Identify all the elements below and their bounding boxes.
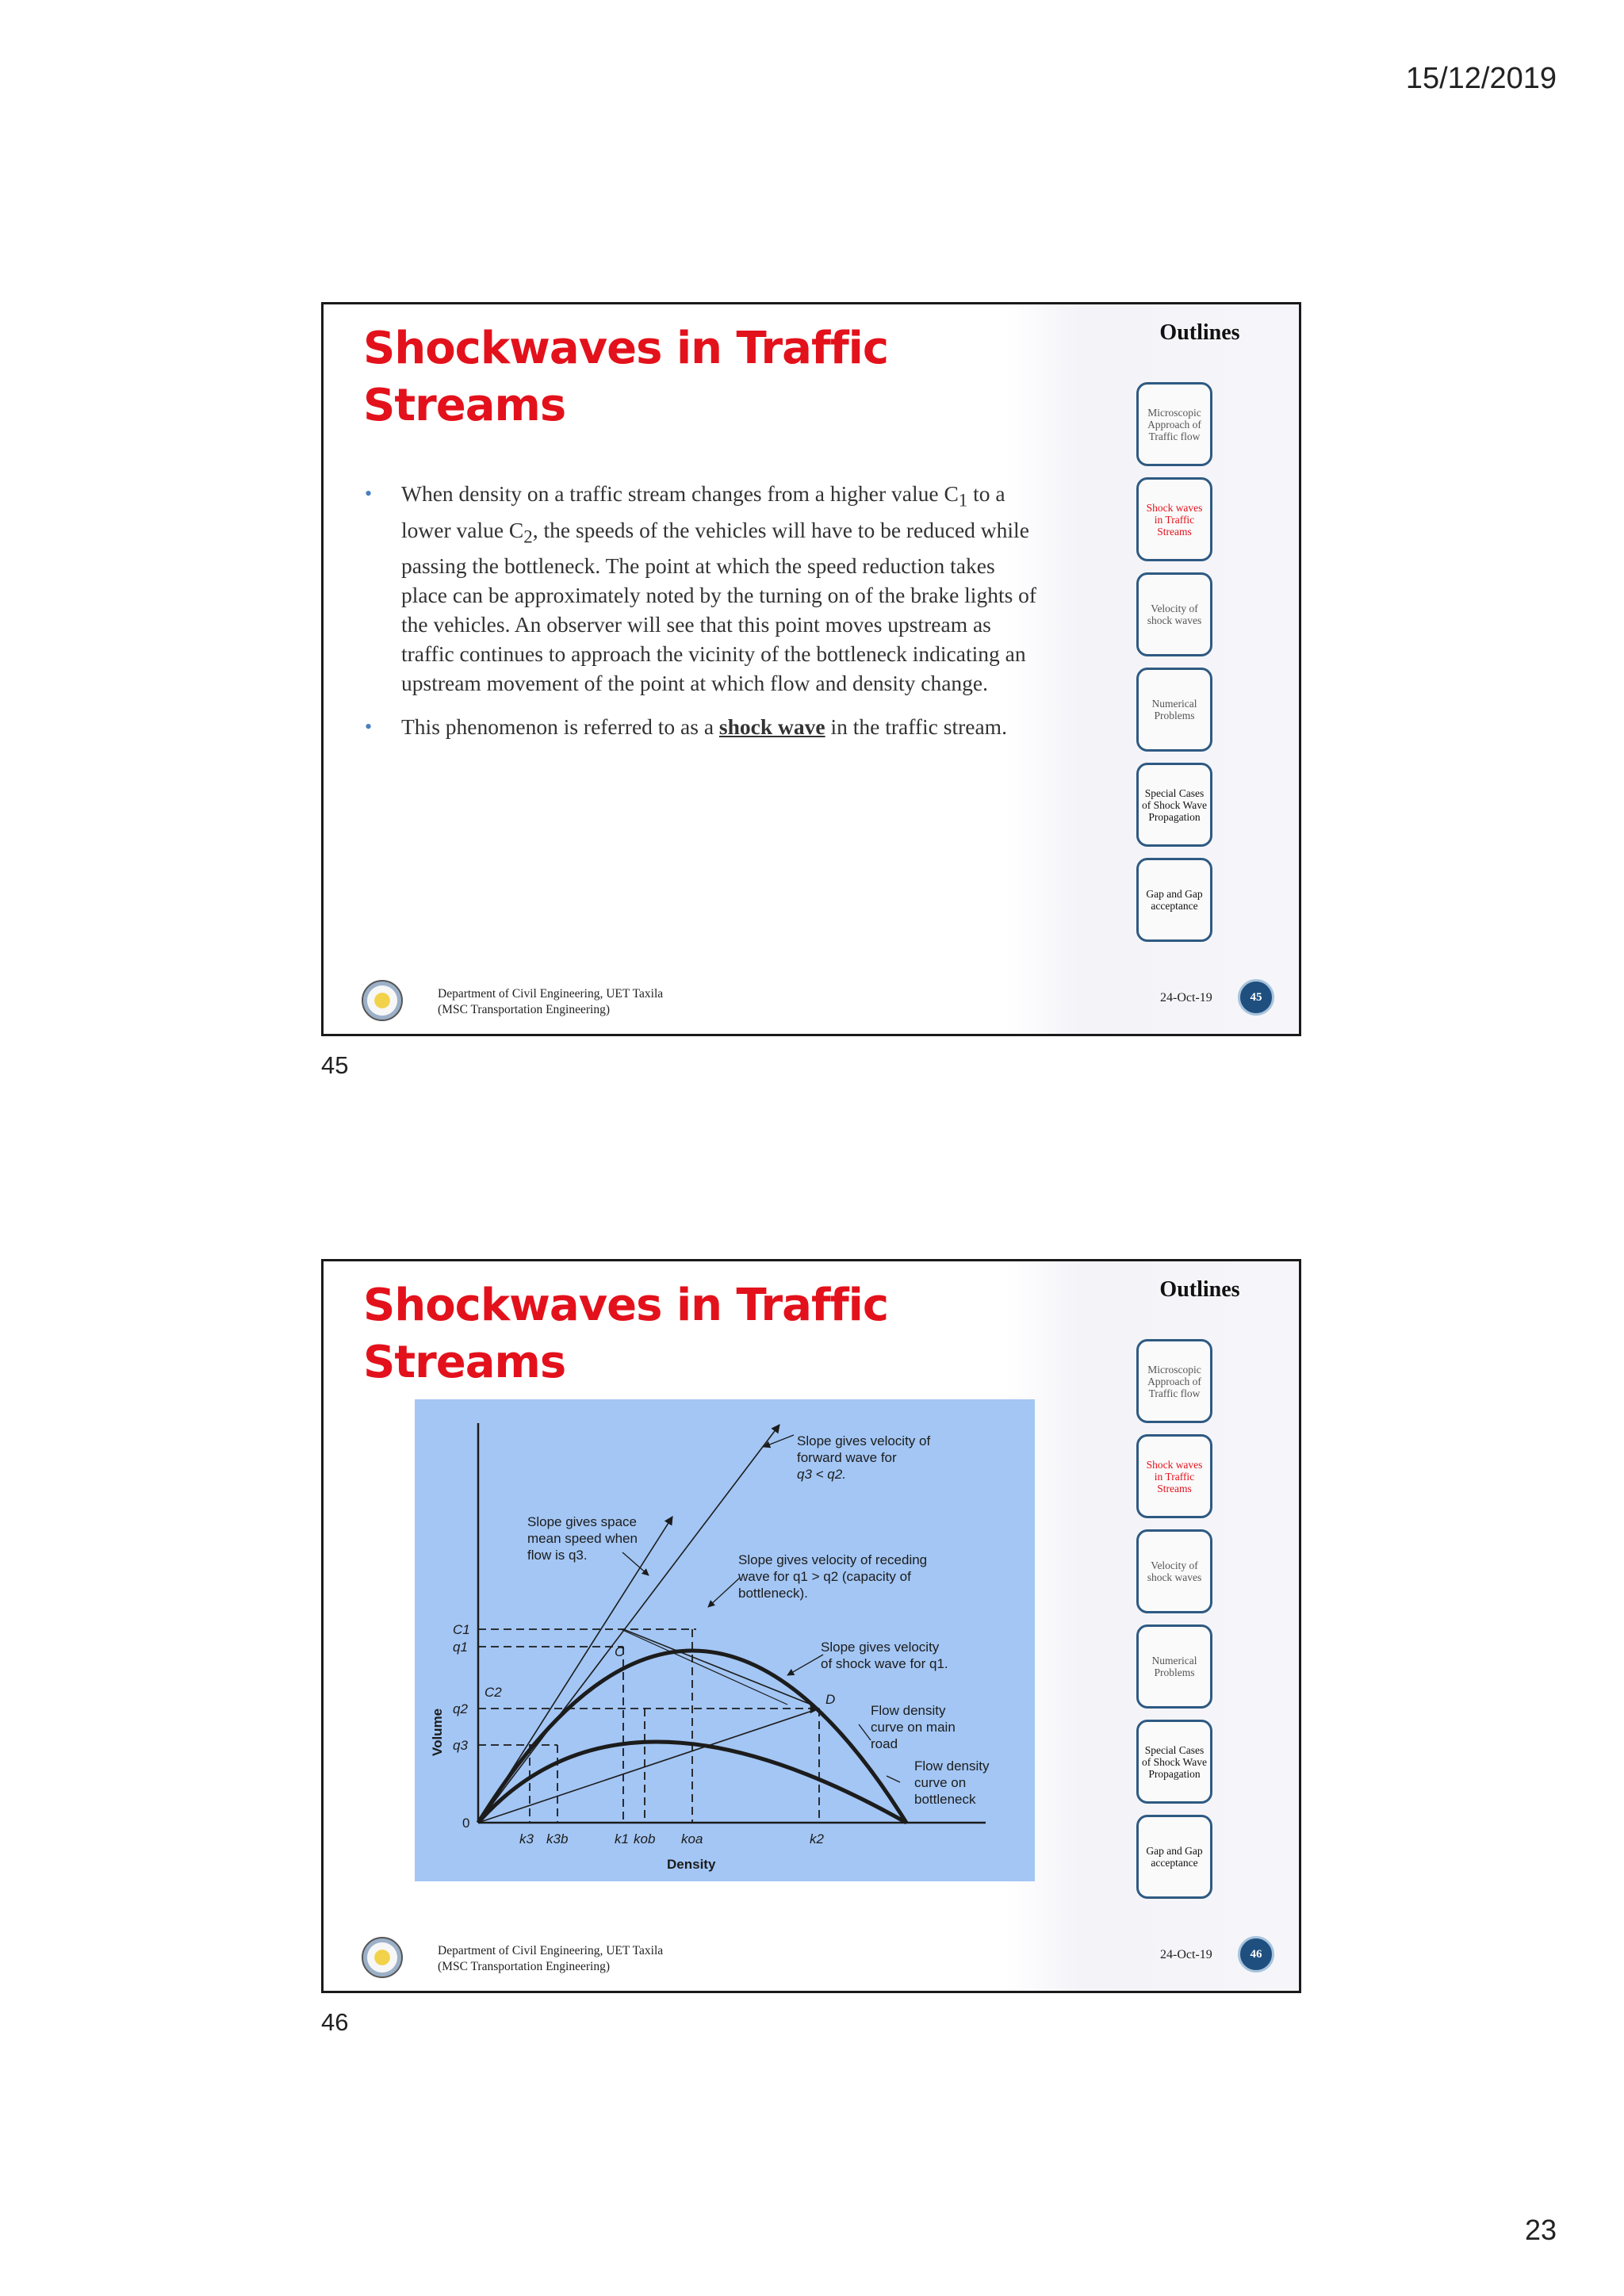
slide-title-line1: Shockwaves in Traffic — [363, 1280, 889, 1331]
bullet-item — [363, 712, 1045, 741]
x-tick-k2: k2 — [810, 1831, 824, 1846]
slide-number-badge: 45 — [1238, 979, 1274, 1016]
outline-item-label: Special Cases of Shock Wave Propagation — [1142, 1743, 1207, 1780]
footer-dept-line1: Department of Civil Engineering, UET Taxila — [438, 1944, 664, 1957]
annotation-bottleneck: Flow density curve on bottleneck — [914, 1758, 990, 1807]
bullet-item — [363, 479, 1045, 698]
x-tick-kob: kob — [634, 1831, 656, 1846]
outline-item-gap[interactable] — [1136, 858, 1212, 942]
slide-45 — [321, 302, 1301, 1036]
footer-dept-line2: (MSC Transportation Engineering) — [438, 1003, 610, 1016]
bullet-dot-icon: • — [365, 482, 373, 505]
outline-item-label: Special Cases of Shock Wave Propagation — [1142, 786, 1207, 823]
page-number: 23 — [1524, 2214, 1557, 2246]
slide-46 — [321, 1259, 1301, 1993]
y-tick-q1: q1 — [453, 1640, 468, 1655]
point-c: C — [615, 1644, 625, 1659]
annotation-main-road: Flow density curve on main road — [871, 1703, 956, 1751]
origin-label: 0 — [462, 1816, 470, 1831]
annotation-shock-wave: Slope gives velocity of shock wave for q1. — [821, 1640, 948, 1671]
outline-item-shock-waves[interactable] — [1136, 477, 1212, 561]
point-d: D — [825, 1692, 836, 1707]
footer-dept-line2: (MSC Transportation Engineering) — [438, 1960, 610, 1973]
bullet-list — [363, 479, 1045, 756]
outline-item-velocity[interactable] — [1136, 572, 1212, 656]
slide-title-line2: Streams — [363, 380, 566, 431]
outline-item-label: Microscopic Approach of Traffic flow — [1147, 406, 1201, 442]
uet-logo — [362, 980, 403, 1021]
x-axis-label: Density — [667, 1857, 716, 1872]
slide-number-badge: 46 — [1238, 1936, 1274, 1973]
outline-item-label: Velocity of shock waves — [1147, 1559, 1202, 1583]
y-tick-q3: q3 — [453, 1738, 468, 1753]
outline-item-label: Velocity of shock waves — [1147, 603, 1202, 626]
footer-department — [438, 986, 663, 1018]
outline-item-velocity[interactable] — [1136, 1529, 1212, 1613]
footer-dept-line1: Department of Civil Engineering, UET Taxila — [438, 987, 664, 1001]
slide-title-line1: Shockwaves in Traffic — [363, 323, 889, 374]
flow-density-diagram — [415, 1399, 1035, 1881]
annotation-receding-wave: Slope gives velocity of receding wave for q1 > q2 (capacity of bottleneck). — [738, 1552, 928, 1601]
slide-label-45: 45 — [321, 1051, 349, 1079]
bullet-text: to a lower value C — [401, 481, 1005, 542]
slide-title — [363, 1277, 966, 1391]
page-date: 15/12/2019 — [1405, 62, 1557, 95]
outline-item-label: Shock waves in Traffic Streams — [1146, 501, 1203, 538]
subscript: 1 — [958, 490, 968, 511]
y-axis-label: Volume — [430, 1708, 445, 1756]
annotation-forward-wave: Slope gives velocity of forward wave for q3 < q2. — [797, 1433, 931, 1482]
outline-item-label: Numerical Problems — [1151, 1655, 1197, 1678]
x-tick-k3: k3 — [519, 1831, 534, 1846]
bullet-text: When density on a traffic stream changes from a higher value C — [401, 481, 959, 506]
footer-date: 24-Oct-19 — [1160, 991, 1212, 1004]
x-tick-koa: koa — [681, 1831, 703, 1846]
bullet-text: This phenomenon is referred to as a — [401, 714, 719, 739]
footer-date: 24-Oct-19 — [1160, 1948, 1212, 1961]
outline-item-numerical[interactable] — [1136, 1624, 1212, 1709]
bullet-text: in the traffic stream. — [825, 714, 1007, 739]
annotation-space-mean-speed: Slope gives space mean speed when flow is q3. — [527, 1514, 638, 1563]
outline-heading: Outlines — [1159, 1277, 1240, 1302]
outline-item-label: Shock waves in Traffic Streams — [1146, 1458, 1203, 1494]
outline-item-shock-waves[interactable] — [1136, 1434, 1212, 1518]
outline-item-gap[interactable] — [1136, 1815, 1212, 1899]
slide-title-line2: Streams — [363, 1337, 566, 1388]
bullet-dot-icon: • — [365, 715, 373, 738]
outline-heading: Outlines — [1159, 320, 1240, 345]
outline-item-numerical[interactable] — [1136, 668, 1212, 752]
bullet-text: , the speeds of the vehicles will have to be reduced while passing the bottleneck. The point at which the speed reduction takes place can be approximately noted by the turning on of the brake lights of the vehicles. An observer will see that this point moves upstream as traffic continues to approach the vicinity of the bottleneck indicating an upstream movement of the point at which flow and density change. — [401, 517, 1037, 695]
slide-title — [363, 320, 966, 434]
outline-item-label: Microscopic Approach of Traffic flow — [1147, 1363, 1201, 1399]
y-tick-q2: q2 — [453, 1701, 468, 1716]
outline-item-special-cases[interactable] — [1136, 763, 1212, 847]
outline-item-label: Numerical Problems — [1151, 698, 1197, 721]
outline-item-microscopic[interactable] — [1136, 382, 1212, 466]
outline-item-special-cases[interactable] — [1136, 1720, 1212, 1804]
x-tick-k1: k1 — [615, 1831, 629, 1846]
shock-wave-emphasis: shock wave — [718, 714, 825, 739]
outline-item-label: Gap and Gap acceptance — [1146, 1845, 1203, 1869]
x-tick-k3b: k3b — [546, 1831, 569, 1846]
outline-item-label: Gap and Gap acceptance — [1146, 888, 1203, 912]
slide-label-46: 46 — [321, 2008, 349, 2036]
y-tick-c1: C1 — [453, 1622, 470, 1637]
subscript: 2 — [523, 526, 533, 546]
footer-department — [438, 1943, 663, 1975]
uet-logo — [362, 1937, 403, 1978]
y-tick-c2: C2 — [485, 1685, 502, 1700]
outline-item-microscopic[interactable] — [1136, 1339, 1212, 1423]
